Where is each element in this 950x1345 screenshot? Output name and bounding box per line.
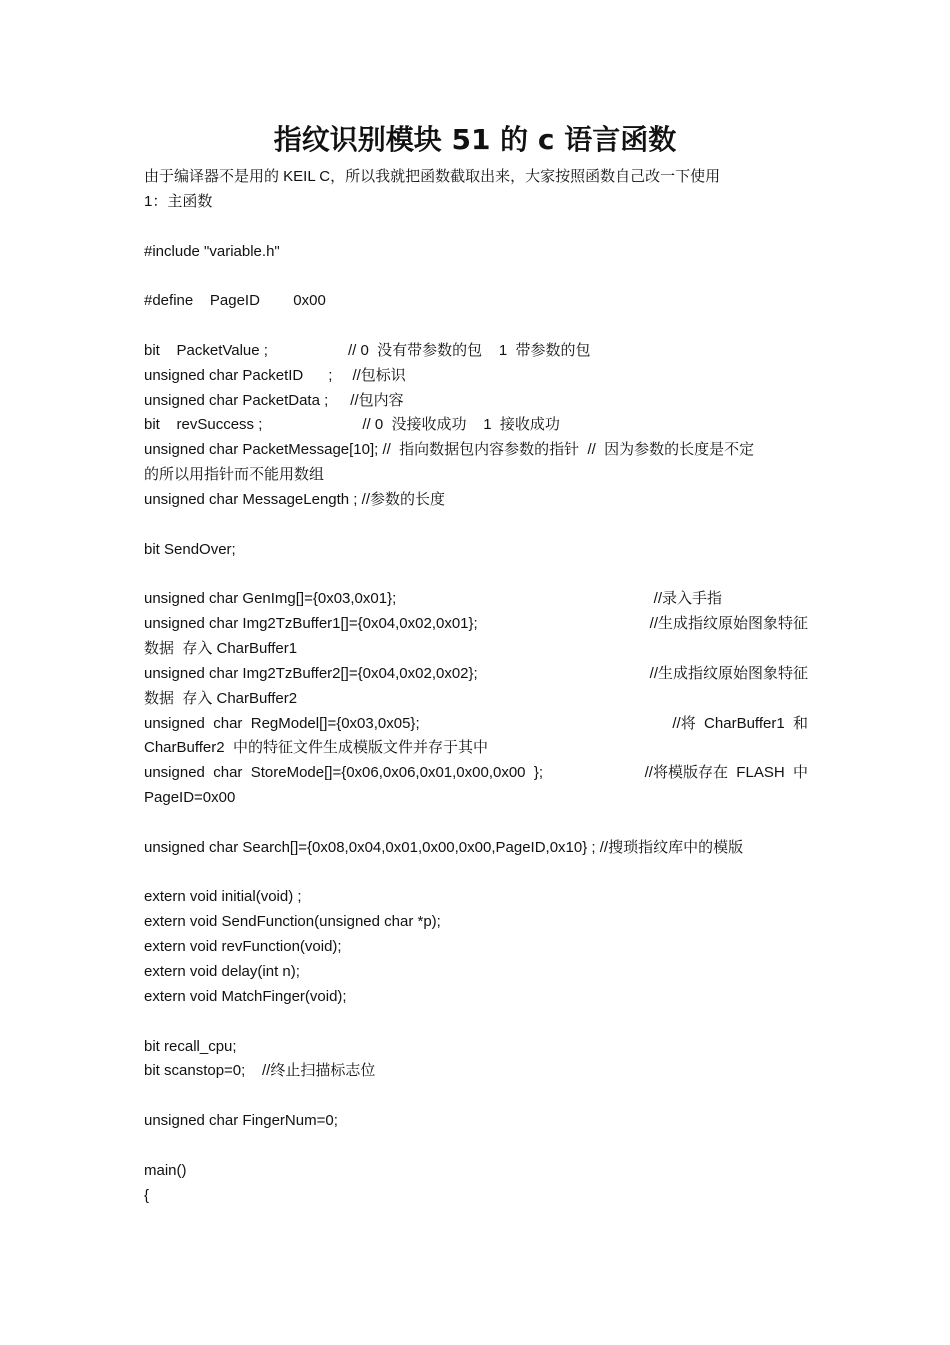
blank-line	[144, 811, 808, 836]
packet-id-line	[144, 364, 808, 389]
gen-img-line	[144, 587, 808, 612]
code: bit PacketValue ;	[144, 341, 268, 359]
rev-success-line	[144, 413, 808, 438]
blank-line	[144, 1134, 808, 1159]
define-line: #define PageID 0x00	[144, 292, 326, 310]
extern-initial-line: extern void initial(void) ;	[144, 888, 302, 906]
intro-paragraph: 由于编译器不是用的 KEIL C，所以我就把函数截取出来，大家按照函数自己改一下使用	[144, 168, 721, 185]
img2tz1-line	[144, 612, 808, 637]
comment: //录入手指	[653, 590, 722, 608]
document-title: 指纹识别模块 51 的 c 语言函数	[273, 123, 677, 156]
reg-model-cont-line: CharBuffer2 中的特征文件生成模版文件并存于其中	[144, 739, 488, 757]
packet-message-line-1: unsigned char PacketMessage[10]; // 指向数据包内容参数的指针 // 因为参数的长度是不定	[144, 441, 755, 459]
blank-line	[144, 1010, 808, 1035]
extern-rev-line: extern void revFunction(void);	[144, 938, 342, 956]
recall-cpu-line: bit recall_cpu;	[144, 1037, 237, 1055]
code: unsigned char PacketID ;	[144, 366, 333, 384]
extern-match-line: extern void MatchFinger(void);	[144, 987, 347, 1005]
packet-value-line	[144, 339, 808, 364]
code: unsigned char RegModel[]={0x03,0x05};	[144, 714, 420, 732]
code: unsigned char Img2TzBuffer2[]={0x04,0x02,0x02};	[144, 664, 478, 682]
scanstop-line: bit scanstop=0; //终止扫描标志位	[144, 1062, 376, 1080]
comment: //将 CharBuffer1 和	[672, 714, 808, 732]
extern-delay-line: extern void delay(int n);	[144, 963, 300, 980]
reg-model-line	[144, 712, 808, 737]
comment: // 0 没接收成功 1 接收成功	[362, 416, 560, 434]
code: unsigned char Img2TzBuffer1[]={0x04,0x02,0x01};	[144, 615, 478, 633]
blank-line	[144, 314, 808, 339]
extern-send-line: extern void SendFunction(unsigned char *p);	[144, 913, 441, 931]
img2tz2-line	[144, 662, 808, 687]
blank-line	[144, 1084, 808, 1109]
code: unsigned char StoreMode[]={0x06,0x06,0x01,0x00,0x00 };	[144, 764, 544, 782]
main-line: main()	[144, 1161, 187, 1179]
comment: //包内容	[350, 391, 404, 409]
finger-num-line: unsigned char FingerNum=0;	[144, 1112, 338, 1130]
code: unsigned char PacketData ;	[144, 391, 329, 409]
img2tz1-cont-line: 数据 存入 CharBuffer1	[144, 640, 298, 658]
blank-line	[144, 563, 808, 588]
blank-line	[144, 264, 808, 289]
comment: //生成指纹原始图象特征	[649, 664, 808, 682]
send-over-line: bit SendOver;	[144, 540, 236, 558]
brace-line: {	[144, 1186, 150, 1204]
comment: //包标识	[352, 366, 406, 384]
comment: // 0 没有带参数的包 1 带参数的包	[347, 341, 591, 359]
comment: //生成指纹原始图象特征	[649, 615, 808, 633]
message-length-line: unsigned char MessageLength ; //参数的长度	[144, 490, 445, 508]
blank-line	[144, 215, 808, 240]
include-line: #include "variable.h"	[144, 242, 280, 260]
code: unsigned char GenImg[]={0x03,0x01};	[144, 590, 397, 608]
search-line: unsigned char Search[]={0x08,0x04,0x01,0x00,0x00,PageID,0x10} ; //搜琐指纹库中的模版	[144, 838, 744, 856]
img2tz2-cont-line: 数据 存入 CharBuffer2	[144, 689, 298, 707]
store-mode-cont-line: PageID=0x00	[144, 789, 236, 807]
store-mode-line	[144, 761, 808, 786]
blank-line	[144, 861, 808, 886]
code: bit revSuccess ;	[144, 416, 263, 434]
packet-data-line	[144, 389, 808, 414]
document-body	[144, 165, 808, 1208]
packet-message-line-2: 的所以用指针而不能用数组	[144, 466, 325, 484]
section-heading: 1：主函数	[144, 192, 213, 210]
blank-line	[144, 513, 808, 538]
comment: //将模版存在 FLASH 中	[644, 764, 808, 782]
